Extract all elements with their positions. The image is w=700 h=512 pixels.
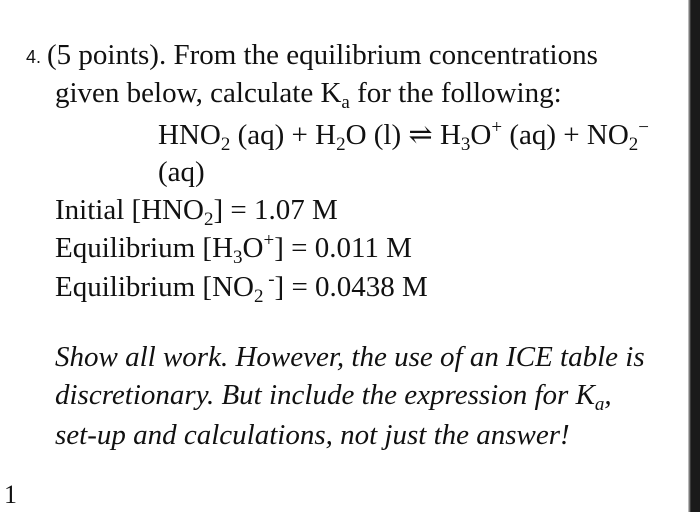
- heading-text-a: given below, calculate K: [55, 77, 342, 109]
- question-number: 4.: [26, 47, 42, 67]
- eq-no2-value: ] = 0.0438 M: [274, 271, 428, 303]
- eq-no2-label: Equilibrium [NO: [55, 271, 254, 303]
- heading-text-b: for the following:: [349, 77, 562, 109]
- subscript: 3: [233, 247, 243, 268]
- instructions-text: Show all work. However, the use of an ICE table is: [55, 341, 645, 373]
- initial-concentration: [55, 193, 338, 230]
- reactant-h2o: (aq) + H: [230, 119, 337, 151]
- reactant-h2o-state: O (l): [345, 119, 409, 151]
- subscript: 2: [628, 134, 639, 155]
- instructions-text: discretionary. But include the expression for K: [55, 379, 595, 411]
- equilibrium-no2-concentration: [55, 269, 428, 307]
- question-heading-line-2: [55, 76, 562, 113]
- product-h3o: H: [432, 119, 461, 151]
- product-no2: (aq) + NO: [502, 119, 629, 151]
- superscript: +: [491, 117, 503, 138]
- equilibrium-h3o-concentration: [55, 230, 412, 268]
- eq-h3o-o: O: [242, 232, 264, 264]
- question-heading-line-1: [47, 38, 598, 72]
- instructions-line-3: [55, 418, 570, 452]
- reaction-equation-line-2: [158, 155, 205, 189]
- eq-h3o-value: ] = 0.011 M: [274, 232, 412, 264]
- reaction-state-aq: (aq): [158, 156, 205, 188]
- reaction-equation: [158, 117, 649, 155]
- ka-subscript: a: [594, 394, 605, 415]
- subscript: 2: [220, 134, 231, 155]
- superscript: +: [263, 230, 275, 251]
- page-right-border: [688, 0, 700, 512]
- ka-subscript: a: [341, 92, 350, 113]
- superscript: -: [263, 269, 275, 290]
- equilibrium-arrow-icon: ⇌: [408, 119, 433, 151]
- subscript: 3: [460, 134, 471, 155]
- instructions-comma: ,: [604, 379, 612, 411]
- subscript: 2: [253, 286, 264, 307]
- page-number: 1: [4, 480, 17, 509]
- initial-value: ] = 1.07 M: [213, 194, 338, 226]
- initial-label: Initial [HNO: [55, 194, 204, 226]
- instructions-line-1: [55, 340, 645, 374]
- heading-text: (5 points). From the equilibrium concentrations: [47, 39, 598, 71]
- eq-h3o-label: Equilibrium [H: [55, 232, 234, 264]
- subscript: 2: [336, 134, 346, 155]
- product-h3o-o: O: [470, 119, 492, 151]
- instructions-text: set-up and calculations, not just the answer!: [55, 419, 570, 451]
- superscript: −: [638, 117, 649, 138]
- instructions-line-2: [55, 378, 612, 415]
- subscript: 2: [204, 209, 214, 230]
- reactant-hno2: HNO: [158, 119, 221, 151]
